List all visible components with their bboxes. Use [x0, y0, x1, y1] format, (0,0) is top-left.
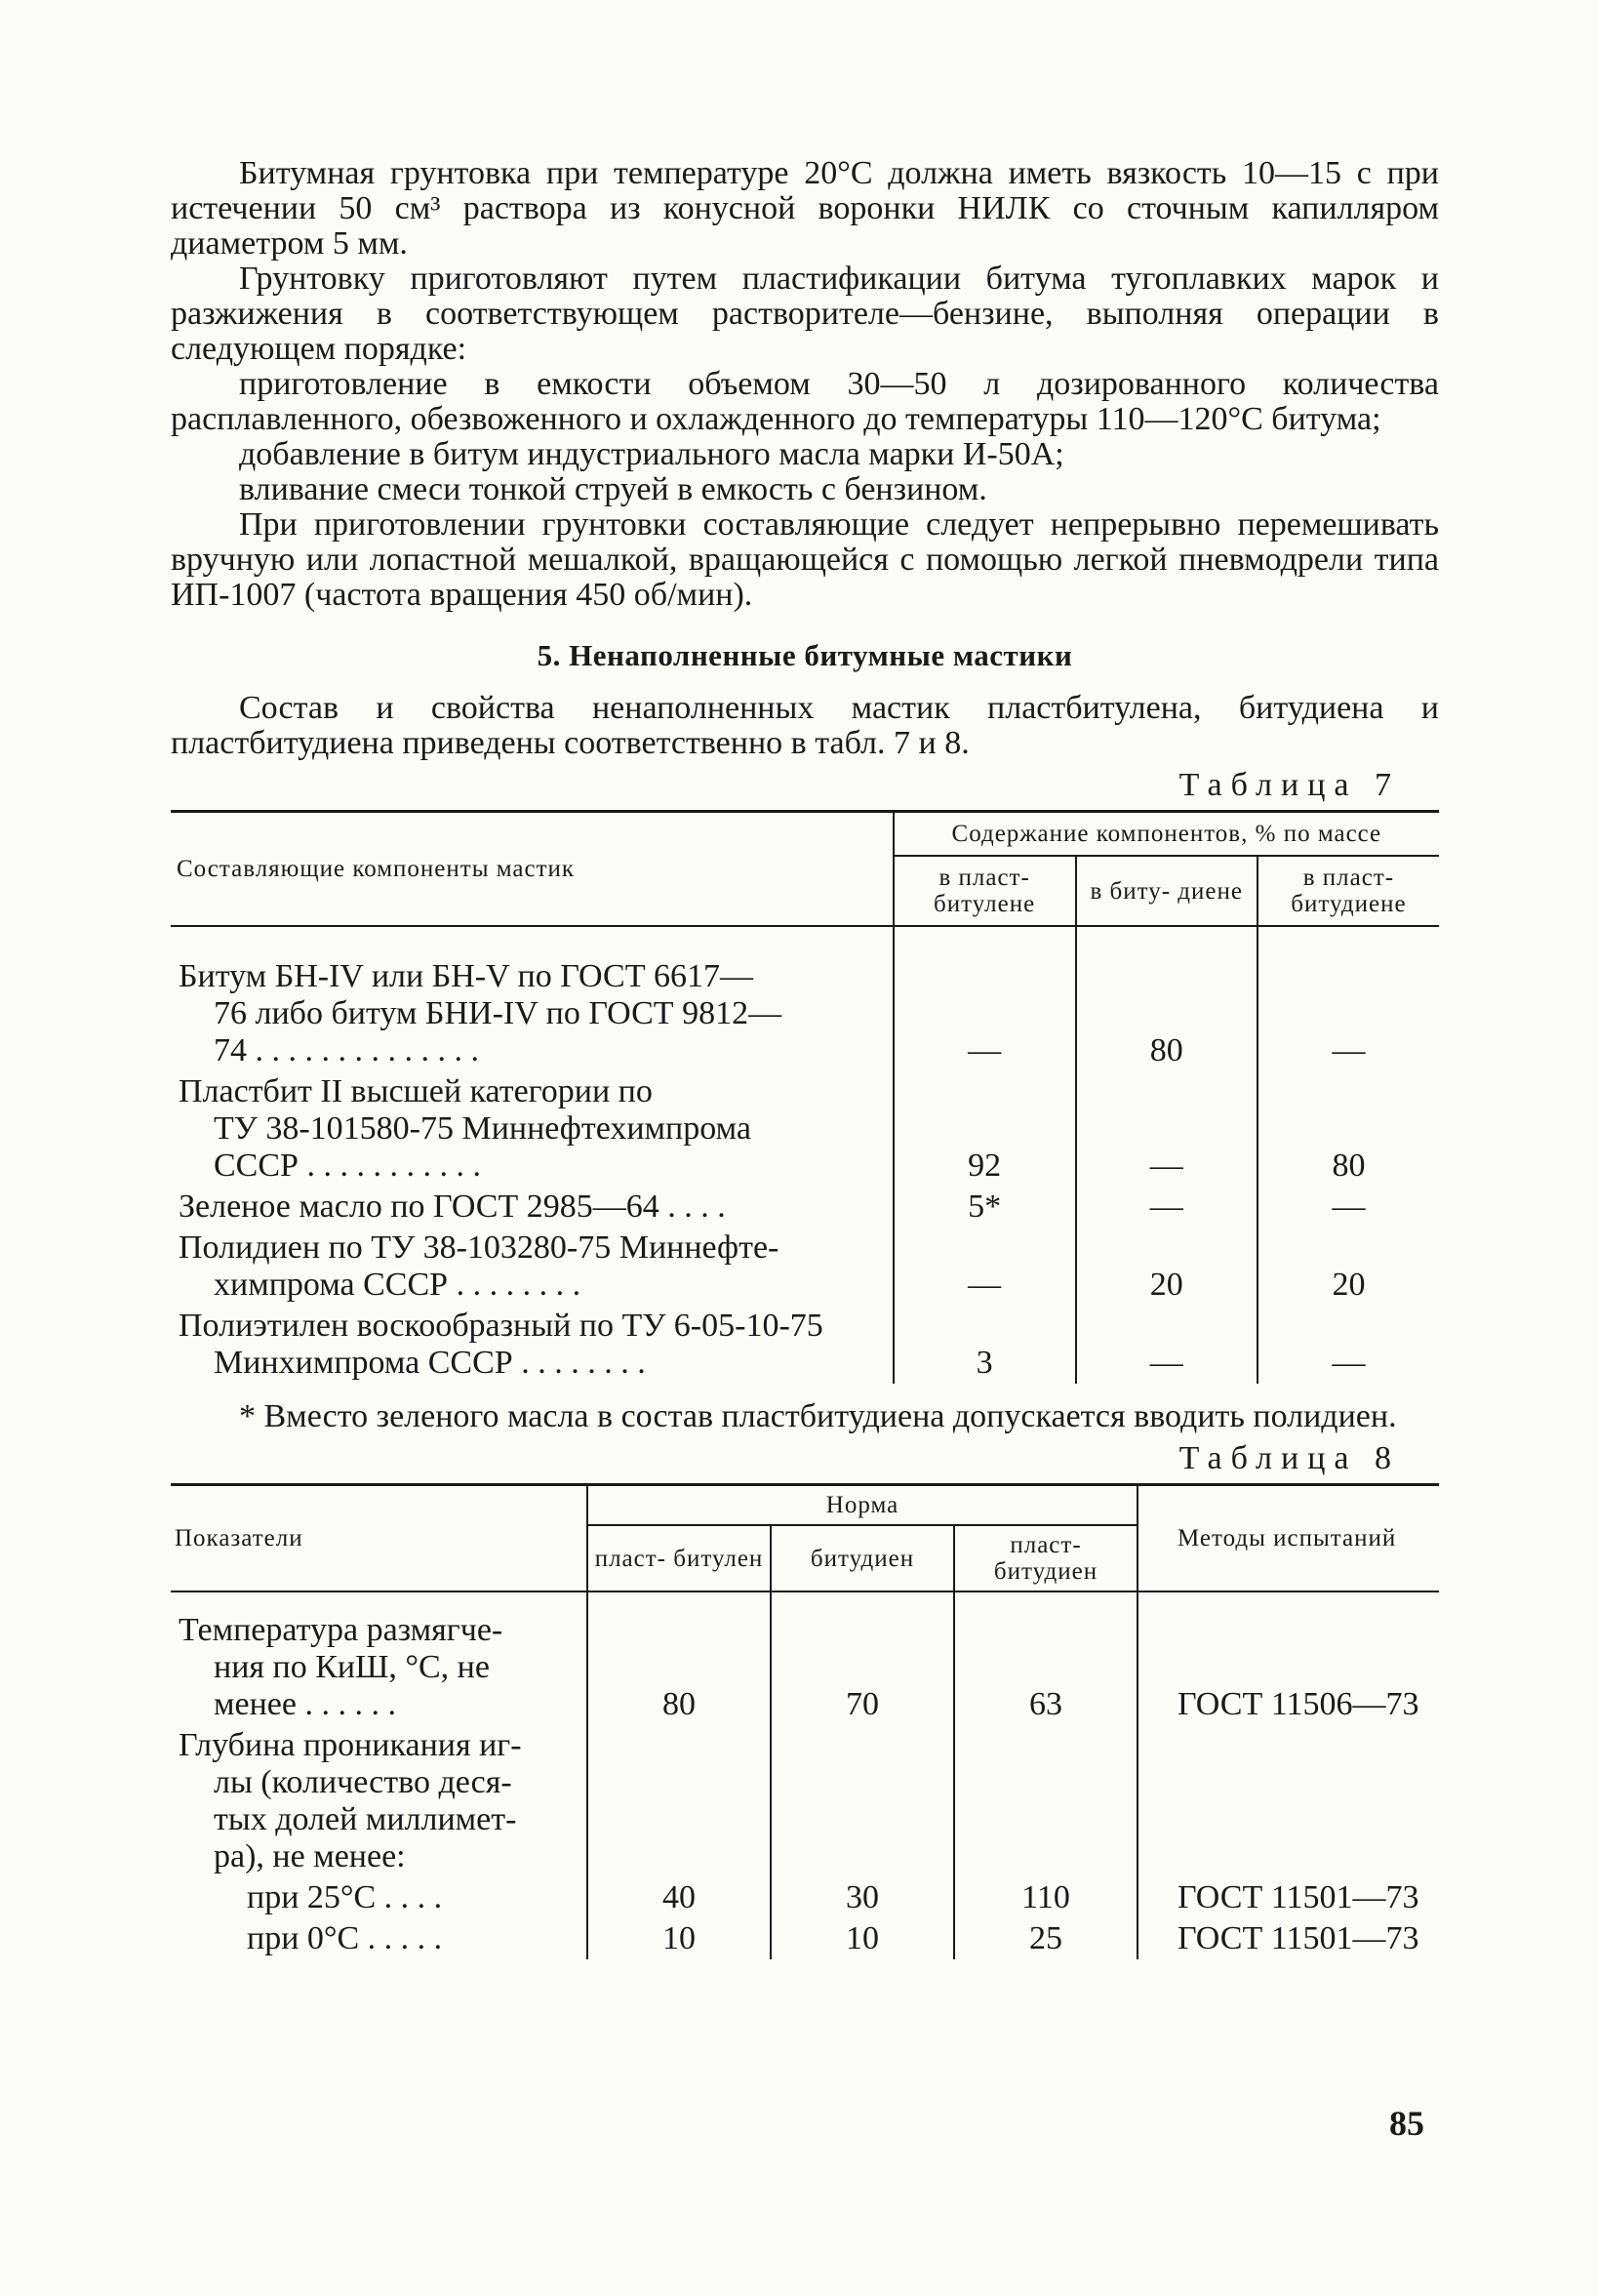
table-cell-value: —: [1258, 956, 1439, 1071]
table-row: [171, 1918, 1439, 1959]
table-cell-value: 3: [894, 1306, 1076, 1384]
paragraph: Состав и свойства ненаполненных мастик пластбитулена, битудиена и пластбитудиена приведены соответственно в табл. 7 и 8.: [171, 690, 1439, 761]
table-caption: Таблица 8: [1178, 1440, 1400, 1476]
row-label-continued: при 0°С . . . . .: [247, 1920, 443, 1956]
table-row: [171, 1610, 1439, 1725]
footnote: * Вместо зеленого масла в состав пластбитудиена допускается вводить полидиен.: [239, 1398, 1397, 1434]
paragraph: Грунтовку приготовляют путем пластификации битума тугоплавких марок и разжижения в соответствующем растворителе—бензине, выполняя операции в следующем порядке:: [171, 261, 1439, 367]
row-label: Пластбит II высшей категории по: [179, 1073, 653, 1109]
table-cell-name: [171, 956, 894, 1071]
table-header: в биту- диене: [1076, 856, 1258, 926]
table-cell-value: 40: [587, 1877, 771, 1918]
table-row: [171, 1306, 1439, 1384]
row-label: Глубина проникания иг-: [179, 1727, 522, 1763]
table-cell-value: 110: [954, 1877, 1138, 1918]
row-label-continued: СССР . . . . . . . . . . .: [214, 1148, 481, 1184]
table-cell-name: [171, 1228, 894, 1306]
table-row: [171, 1187, 1439, 1228]
row-label-continued: при 25°С . . . .: [247, 1879, 443, 1915]
table-cell-value: —: [1076, 1306, 1258, 1384]
row-label-continued: менее . . . . . .: [214, 1686, 396, 1722]
table-cell-value: —: [1076, 1187, 1258, 1228]
table-8: [171, 1483, 1439, 1959]
table-header: в пласт- битулене: [894, 856, 1076, 926]
table-header: пласт- битулен: [587, 1525, 771, 1591]
paragraph: вливание смеси тонкой струей в емкость с бензином.: [239, 471, 987, 507]
table-cell-value: 10: [587, 1918, 771, 1959]
table-cell-value: —: [1258, 1306, 1439, 1384]
table-cell-value: —: [1076, 1071, 1258, 1187]
row-label-continued: химпрома СССР . . . . . . . .: [214, 1267, 581, 1303]
page-content: [171, 156, 1439, 1959]
paragraph: приготовление в емкости объемом 30—50 л дозированного количества расплавленного, обезвоженного и охлажденного до температуры 110—120°С битума;: [171, 366, 1439, 437]
paragraph: При приготовлении грунтовки составляющие следует непрерывно перемешивать вручную или лопастной мешалкой, вращающейся с помощью легкой пневмодрели типа ИП-1007 (частота вращения 450 об/мин).: [171, 506, 1439, 613]
table-cell-name: [171, 1071, 894, 1187]
paragraph: добавление в битум индустриального масла марки И-50А;: [239, 436, 1064, 472]
table-7: [171, 810, 1439, 1384]
table-cell-method: [1138, 1725, 1439, 1877]
row-label: Зеленое масло по ГОСТ 2985—64 . . . .: [179, 1188, 726, 1225]
table-header: битудиен: [771, 1525, 954, 1591]
table-cell-value: —: [894, 1228, 1076, 1306]
row-label: Полиэтилен воскообразный по ТУ 6-05-10-75: [179, 1308, 823, 1344]
row-label-continued: 76 либо битум БНИ-IV по ГОСТ 9812—: [214, 995, 782, 1031]
table-cell-value: [771, 1725, 954, 1877]
table-cell-method: ГОСТ 11501—73: [1138, 1918, 1439, 1959]
paragraph: Битумная грунтовка при температуре 20°С должна иметь вязкость 10—15 с при истечении 50 см³ раствора из конусной воронки НИЛК со сточным капилляром диаметром 5 мм.: [171, 155, 1439, 262]
table-cell-name: [171, 1725, 587, 1877]
table-row: [171, 956, 1439, 1071]
table-cell-value: 20: [1258, 1228, 1439, 1306]
table-cell-value: 80: [1258, 1071, 1439, 1187]
table-header-group: Норма: [587, 1485, 1138, 1526]
table-cell-value: —: [894, 956, 1076, 1071]
row-label-continued: ТУ 38-101580-75 Миннефтехимпрома: [214, 1110, 751, 1147]
row-label-continued: лы (количество деся-: [214, 1764, 512, 1800]
table-cell-value: 10: [771, 1918, 954, 1959]
table-row: [171, 1877, 1439, 1918]
table-cell-method: ГОСТ 11501—73: [1138, 1877, 1439, 1918]
table-cell-name: [171, 1918, 587, 1959]
table-header: Методы испытаний: [1138, 1485, 1439, 1592]
table-header: Составляющие компоненты мастик: [177, 856, 576, 882]
table-header: Показатели: [175, 1525, 303, 1551]
table-row: [171, 1228, 1439, 1306]
table-header: пласт- битудиен: [954, 1525, 1138, 1591]
row-label-continued: 74 . . . . . . . . . . . . . .: [214, 1032, 479, 1068]
row-label-continued: Минхимпрома СССР . . . . . . . .: [214, 1345, 646, 1381]
table-caption: Таблица 7: [1178, 767, 1400, 803]
table-cell-value: [587, 1725, 771, 1877]
table-header: в пласт- битудиене: [1258, 856, 1439, 926]
table-cell-value: 20: [1076, 1228, 1258, 1306]
table-cell-name: [171, 1306, 894, 1384]
section-title: 5. Ненаполненные битумные мастики: [537, 638, 1073, 672]
table-cell-value: 25: [954, 1918, 1138, 1959]
row-label-continued: ния по КиШ, °С, не: [214, 1649, 490, 1685]
table-cell-value: 30: [771, 1877, 954, 1918]
row-label: Температура размягче-: [179, 1612, 503, 1648]
row-label-continued: ра), не менее:: [214, 1838, 406, 1874]
table-cell-name: [171, 1877, 587, 1918]
row-label-continued: тых долей миллимет-: [214, 1801, 517, 1837]
table-cell-value: 70: [771, 1610, 954, 1725]
table-cell-name: [171, 1610, 587, 1725]
table-cell-name: [171, 1187, 894, 1228]
table-header-group: Содержание компонентов, % по массе: [894, 812, 1439, 857]
table-cell-value: 92: [894, 1071, 1076, 1187]
table-cell-value: [954, 1725, 1138, 1877]
table-cell-value: 63: [954, 1610, 1138, 1725]
row-label: Битум БН-IV или БН-V по ГОСТ 6617—: [179, 958, 753, 994]
table-cell-value: —: [1258, 1187, 1439, 1228]
page-number: 85: [1389, 2104, 1424, 2143]
table-row: [171, 1071, 1439, 1187]
table-cell-value: 80: [587, 1610, 771, 1725]
table-row: [171, 1725, 1439, 1877]
table-cell-value: 5*: [894, 1187, 1076, 1228]
table-cell-method: ГОСТ 11506—73: [1138, 1610, 1439, 1725]
row-label: Полидиен по ТУ 38-103280-75 Миннефте-: [179, 1229, 779, 1266]
table-cell-value: 80: [1076, 956, 1258, 1071]
